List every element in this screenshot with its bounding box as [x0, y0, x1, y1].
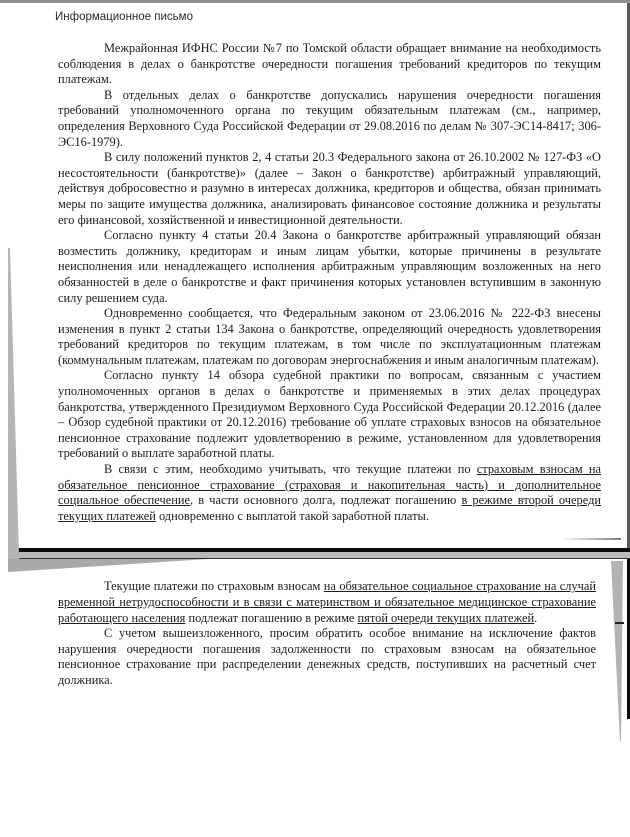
text-run: Согласно пункту 14 обзора судебной практики по вопросам, связанным с участием уполномоченных органов в делах о банкротстве и применяемых в этих делах процедурах банкротства, утвержденного Президиумом Верховного Суда Российской Федерации 20.12.2016 (далее – Обзор судебной практики от 20.12.2016) требование об уплате страховых взносов на обязательное пенсионное страхование подлежит удовлетворению в режиме, установленном для удовлетворения требований о выплате заработной платы.	[58, 368, 601, 461]
paragraph	[58, 626, 596, 688]
text-run: Межрайонная ИФНС России №7 по Томской области обращает внимание на необходимость соблюдения в делах о банкротстве очередности погашения требований кредиторов по текущим платежам.	[58, 41, 601, 87]
underlined-text: пятой очереди текущих платежей	[357, 610, 535, 625]
text-run: одновременно с выплатой такой заработной платы.	[155, 508, 429, 523]
scan-shadow-left	[8, 248, 22, 598]
text-run: Согласно пункту 4 статьи 20.4 Закона о банкротстве арбитражный управляющий обязан возместить должнику, кредиторам и иным лицам убытки, которые причинены в результате неисполнения или ненадлежащего исполнения арбитражным управляющим возложенных на него обязанностей в деле о банкротстве и факт причинения которых установлен вступившим в законную силу решением суда.	[58, 228, 601, 305]
text-run: .	[534, 610, 538, 625]
underlined-text: в режиме второй очереди текущих платежей	[58, 493, 602, 523]
letter-title: Информационное письмо	[55, 11, 193, 23]
paragraph	[58, 41, 601, 88]
paragraph	[58, 579, 596, 626]
underlined-text: страховым взносам на обязательное пенсионное страхование (страховая и накопительная часть) и дополнительное социальное обеспечение	[58, 462, 601, 508]
paragraph	[58, 88, 601, 150]
text-run: С учетом вышеизложенного, просим обратить особое внимание на исключение фактов нарушения очередности погашения задолженности по страховым взносам на обязательное пенсионное страхование при распределении денежных средств, поступивших на расчетный счет должника.	[58, 626, 596, 687]
text-run: подлежат погашению в режиме	[185, 610, 358, 625]
paragraph	[58, 150, 601, 228]
text-run: Одновременно сообщается, что Федеральным законом от 23.06.2016 № 222-ФЗ внесены изменения в пункт 2 статьи 134 Закона о банкротстве, определяющий очередность удовлетворения требований кредиторов по текущим платежам, в том числе по эксплуатационным платежам (коммунальным платежам, платежам по договорам энергоснабжения и иным аналогичным платежам).	[58, 306, 601, 367]
paragraph	[58, 368, 601, 462]
text-run: В силу положений пунктов 2, 4 статьи 20.3 Федерального закона от 26.10.2002 № 127-ФЗ «О несостоятельности (банкротстве)» (далее – Закон о банкротстве) арбитражный управляющий, действуя добросовестно и разумно в интересах должника, кредиторов и общества, обязан принимать меры по защите имущества должника, анализировать финансовое состояние должника и результаты его финансовой, хозяйственной и инвестиционной деятельности.	[58, 150, 601, 227]
text-run: Текущие платежи по страховым взносам	[104, 579, 324, 594]
scan-smudge	[561, 538, 621, 540]
page-2-body	[58, 579, 596, 688]
text-run: В отдельных делах о банкротстве допускались нарушения очередности погашения требований уполномоченного органа по текущим обязательным платежам (см., например, определения Верховного Суда Российской Федерации от 29.08.2016 по делам № 307-ЭС14-8417; 306-ЭС16-1979).	[58, 87, 601, 149]
page-1-body	[58, 41, 601, 524]
scan-shadow-right	[609, 561, 625, 741]
text-run: , в части основного долга, подлежат погашению	[189, 493, 462, 508]
document-page-1	[8, 3, 630, 548]
page-separator	[8, 548, 630, 559]
paragraph	[58, 462, 601, 524]
underlined-text: на обязательное социальное страхование на случай временной нетрудоспособности и в связи с материнством и обязательное медицинское страхование работающего населения	[58, 579, 596, 625]
text-run: В связи с этим, необходимо учитывать, что текущие платежи по	[104, 462, 477, 477]
paragraph	[58, 228, 601, 306]
scan-shadow-top	[8, 559, 208, 573]
document-page-2	[8, 559, 630, 718]
paragraph	[58, 306, 601, 368]
